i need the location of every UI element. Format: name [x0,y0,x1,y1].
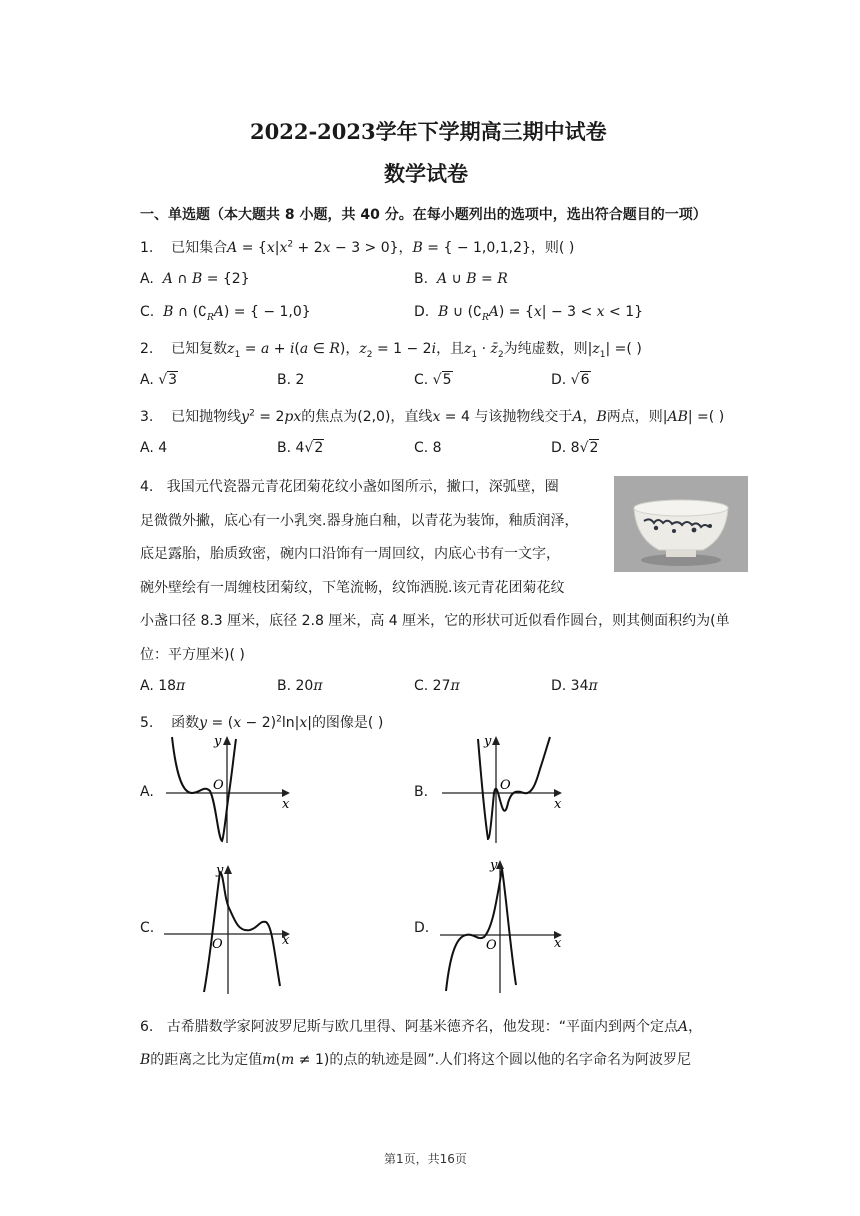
graph-c[interactable] [160,860,300,996]
option-letter: B. [414,271,429,287]
option-letter: C. [140,920,155,936]
question-4-line-3: 底足露胎，胎质致密，碗内口沿饰有一周回纹，内底心书有一文字， [140,546,560,562]
option-letter: A. 4 [140,440,168,456]
option-b[interactable] [277,372,304,388]
question-4-line-6: 位：平方厘米)( ) [140,647,245,663]
option-c[interactable] [414,440,442,456]
origin-label: O [500,778,511,793]
axis-x-label: x [282,933,290,948]
option-letter: C. [414,372,429,388]
bowl-photo [614,476,748,572]
curve [204,872,280,992]
section-heading: 一、单选题（本大题共 8 小题，共 40 分。在每小题列出的选项中，选出符合题目的一项） [140,207,707,223]
option-letter: B. [414,784,429,800]
axis-x-label: x [554,797,562,812]
option-letter: B. 20 [277,678,314,694]
option-c[interactable]: C. 27π [414,678,460,694]
question-6-line-2: B的距离之比为定值m(m ≠ 1)的点的轨迹是圆”.人们将这个圆以他的名字命名为阿波罗尼 [140,1052,692,1068]
question-number: 2. [140,341,154,357]
option-letter: A. [140,271,154,287]
option-letter: B. [277,440,292,456]
option-a[interactable] [140,440,167,456]
option-letter: A. 18 [140,678,177,694]
option-d[interactable] [414,920,429,936]
question-text: 已知复数 [171,341,228,357]
option-c[interactable] [140,920,154,936]
option-letter: D. [414,920,430,936]
option-d[interactable]: D. 8√2 [551,440,599,456]
origin-label: O [213,778,224,793]
option-a[interactable] [140,784,154,800]
option-d[interactable]: D. B ∪ $(∁_RA) = \{x| - 3 < x < 1\}$ [414,304,644,323]
option-b[interactable] [414,784,428,800]
question-3: 3. 已知抛物线$y^2 = 2px$的焦点为(2,0)，直线x = 4 与该抛物线交于A，B两点，则|AB| =( ) [140,408,725,425]
question-number: 4. [140,479,154,495]
option-d[interactable]: D. 34π [551,678,598,694]
option-letter: D. [551,440,567,456]
question-5: 5. 函数$y = (x - 2)^2\ln|x|$的图像是( ) [140,714,384,731]
option-c[interactable]: C. √5 [414,372,452,388]
option-letter: A. [140,784,154,800]
option-letter: D. 34 [551,678,589,694]
graph-b[interactable] [440,733,572,845]
option-b[interactable]: B. A ∪ B = R [414,271,508,287]
page-title: 2022-2023学年下学期高三期中试卷 [250,119,607,144]
question-text: ， [398,240,413,256]
option-a[interactable]: A. 18π [140,678,186,694]
question-number: 5. [140,715,154,731]
axis-y-label: y [490,858,498,873]
option-letter: B. 2 [277,372,305,388]
question-text: ，则( ) [530,240,575,256]
option-c[interactable]: C. B ∩ $(∁_RA)$ = { − 1,0} [140,304,311,323]
option-letter: D. [414,304,430,320]
option-b[interactable]: B. 4√2 [277,440,324,456]
graph-d[interactable] [436,855,576,995]
axis-y-label: y [484,734,492,749]
option-d[interactable]: D. √6 [551,372,590,388]
question-1: 1. 已知集合$A = \{x|x^2 + 2x - 3 > 0\}$，B = { − 1,0,1,2}，则( ) [140,239,575,256]
axis-x-label: x [282,797,290,812]
option-letter: D. [551,372,567,388]
question-4-line-1: 4. 我国元代瓷器元青花团菊花纹小盏如图所示，撇口，深弧壁，圈 [140,479,559,495]
question-2: 2. 已知复数$z_1 = a + i(a$ ∈ R)，$z_2 = 1 - 2i$，且$z_1$ · $z̄_2$为纯虚数，则$|z_1|$ =( ) [140,341,642,360]
curve [478,737,550,839]
option-letter: C. 27 [414,678,451,694]
origin-label: O [486,938,497,953]
question-4-line-4: 碗外壁绘有一周缠枝团菊纹，下笔流畅，纹饰洒脱.该元青花团菊花纹 [140,580,565,596]
page-footer: 第1页，共16页 [384,1152,467,1166]
bowl-image [614,476,748,572]
question-number: 6. [140,1019,154,1035]
question-number: 1. [140,240,154,256]
page-subtitle: 数学试卷 [384,161,468,186]
question-number: 3. [140,409,154,425]
curve [446,869,516,991]
axis-y-label: y [216,863,224,878]
question-text: 已知集合 [171,240,228,256]
axis-x-label: x [554,936,562,951]
question-4-line-5: 小盏口径 8.3 厘米，底径 2.8 厘米，高 4 厘米，它的形状可近似看作圆台，则其侧面积约为(单 [140,613,730,629]
origin-label: O [212,937,223,952]
option-letter: C. [140,304,155,320]
question-text: 已知抛物线 [171,409,242,425]
option-a[interactable]: A. A ∩ B = {2} [140,271,250,287]
option-letter: C. 8 [414,440,442,456]
option-letter: A. [140,372,154,388]
axis-y-label: y [214,734,222,749]
option-a[interactable]: A. √3 [140,372,178,388]
option-b[interactable]: B. 20π [277,678,323,694]
question-6-line-1: 6. 古希腊数学家阿波罗尼斯与欧几里得、阿基米德齐名，他发现：“平面内到两个定点A， [140,1019,703,1035]
question-4-line-2: 足微微外撇，底心有一小乳突.器身施白釉，以青花为装饰，釉质润泽， [140,513,579,529]
question-text: 函数 [171,715,200,731]
graph-a[interactable] [164,733,296,845]
